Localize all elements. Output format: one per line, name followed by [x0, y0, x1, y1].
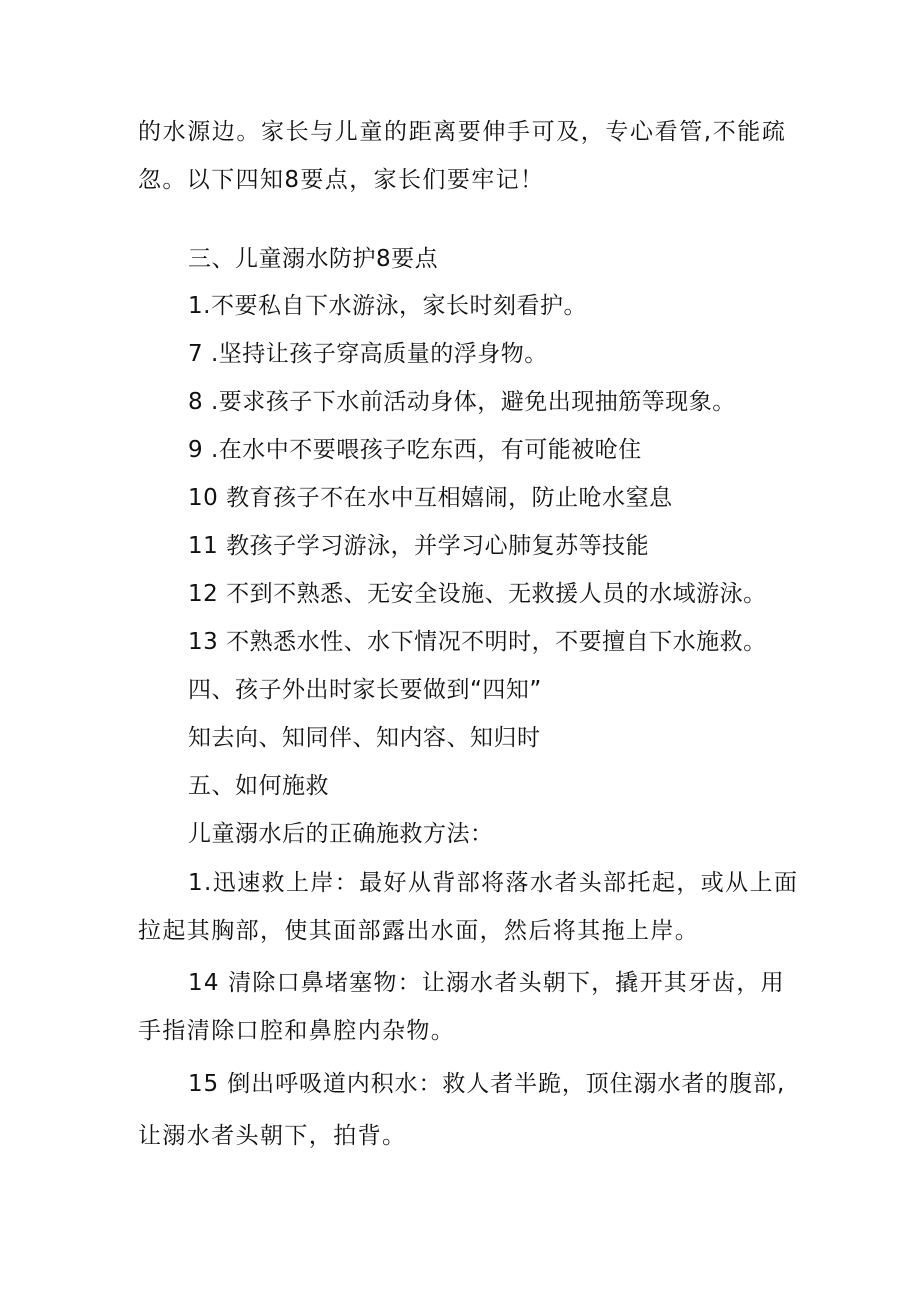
section-heading-four: 四、孩子外出时家长要做到“四知” [188, 677, 542, 703]
list-item: 14 清除口鼻堵塞物：让溺水者头朝下，撬开其牙齿，用 [188, 970, 785, 996]
list-item: 8 .要求孩子下水前活动身体，避免出现抽筋等现象。 [188, 389, 736, 415]
list-item: 10 教育孩子不在水中互相嬉闹，防止呛水窒息 [188, 485, 673, 511]
list-item: 1.迅速救上岸：最好从背部将落水者头部托起，或从上面 [188, 870, 799, 896]
section-heading-five: 五、如何施救 [188, 773, 329, 799]
paragraph-continuation-line: 忽。以下四知8要点，家长们要牢记！ [138, 167, 545, 193]
paragraph-line: 儿童溺水后的正确施救方法： [188, 821, 494, 847]
list-item: 7 .坚持让孩子穿高质量的浮身物。 [188, 341, 548, 367]
list-item-continuation: 让溺水者头朝下，拍背。 [138, 1123, 407, 1149]
list-item: 13 不熟悉水性、水下情况不明时，不要擅自下水施救。 [188, 629, 767, 655]
section-heading-three: 三、儿童溺水防护8要点 [188, 246, 439, 272]
list-item: 1.不要私自下水游泳，家长时刻看护。 [188, 293, 587, 319]
list-item: 11 教孩子学习游泳，并学习心肺复苏等技能 [188, 533, 650, 559]
list-item: 12 不到不熟悉、无安全设施、无救援人员的水域游泳。 [188, 581, 767, 607]
list-item: 9 .在水中不要喂孩子吃东西，有可能被呛住 [188, 437, 642, 463]
list-item: 15 倒出呼吸道内积水：救人者半跪，顶住溺水者的腹部, [188, 1071, 786, 1097]
paragraph-continuation-line: 的水源边。家长与儿童的距离要伸手可及，专心看管,不能疏 [138, 119, 787, 145]
list-item-continuation: 手指清除口腔和鼻腔内杂物。 [138, 1018, 456, 1044]
list-item-continuation: 拉起其胸部，使其面部露出水面，然后将其拖上岸。 [138, 918, 700, 944]
paragraph-line: 知去向、知同伴、知内容、知归时 [188, 725, 541, 751]
